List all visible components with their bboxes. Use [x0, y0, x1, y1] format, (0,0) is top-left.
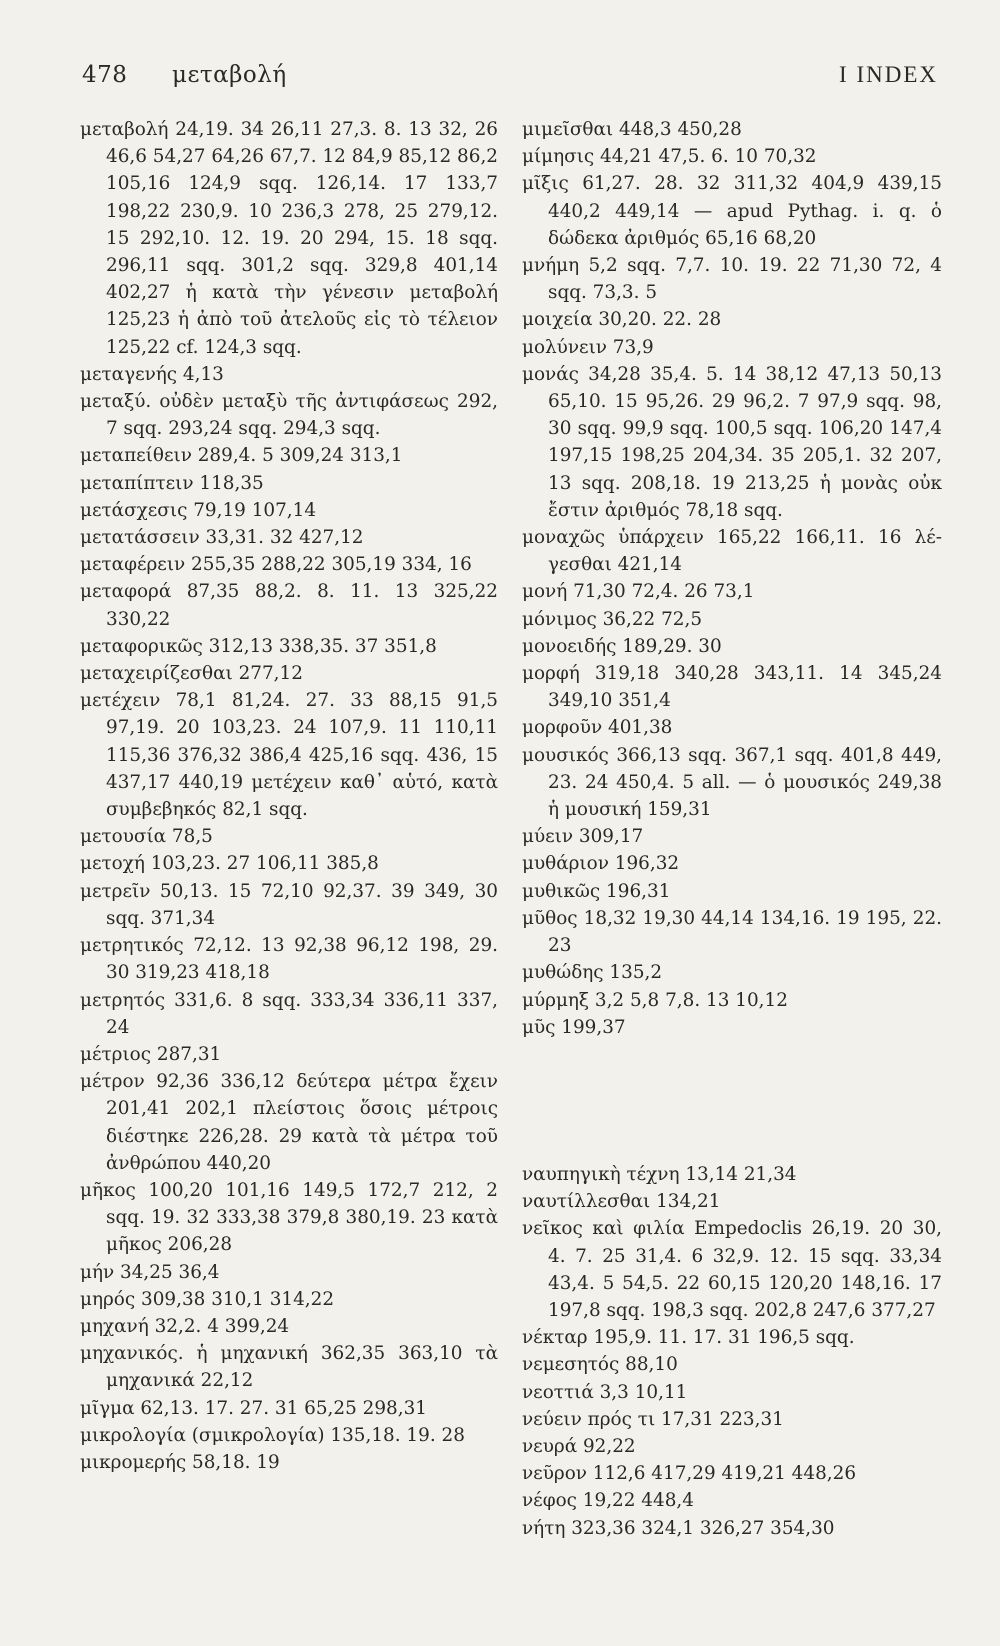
index-entry: μουσικός 366,13 sqq. 367,1 sqq. 401,8 449, 23. 24 450,4. 5 all. — ὁ μουσικός 249,38 ἡ μουσική 159,31: [522, 744, 942, 821]
index-entry: μορφοῦν 401,38: [522, 717, 673, 739]
index-entry: μυθάριον 196,32: [522, 853, 680, 875]
index-entry: μοναχῶς ὑπάρχειν 165,22 166,11. 16 λέγεσθαι 421,14: [522, 527, 942, 576]
index-entry: μικρολογία (σμικρολογία) 135,18. 19. 28: [80, 1424, 465, 1446]
index-entry: νεύειν πρός τι 17,31 223,31: [522, 1408, 784, 1430]
index-entry: μῦθος 18,32 19,30 44,14 134,16. 19 195, 22. 23: [522, 907, 942, 957]
index-entry: νέφος 19,22 448,4: [522, 1490, 694, 1512]
index-entry: νεῦρον 112,6 417,29 419,21 448,26: [522, 1463, 857, 1485]
index-entry: μολύνειν 73,9: [522, 336, 654, 358]
index-entry: ναυτίλλεσθαι 134,21: [522, 1191, 721, 1213]
index-entry: μορφή 319,18 340,28 343,11. 14 345,24 349,10 351,4: [522, 663, 942, 712]
right-column: [522, 116, 942, 1542]
index-entry: νεῖκος καὶ φιλία Empedoclis 26,19. 20 30, 4. 7. 25 31,4. 6 32,9. 12. 15 sqq. 33,34 43,4. 5 54,5. 22 60,15 120,20 148,16. 17 197,8 sqq. 198,3 sqq. 202,8 247,6 377,27: [522, 1218, 942, 1321]
index-entry: μεταπίπτειν 118,35: [80, 472, 264, 494]
page-number: 478: [82, 62, 128, 88]
index-entry: μῆκος 100,20 101,16 149,5 172,7 212, 2 sqq. 19. 32 333,38 379,8 380,19. 23 κατὰ μῆκος 206,28: [80, 1179, 498, 1256]
index-entry: μετάσχεσις 79,19 107,14: [80, 499, 317, 521]
index-entry: μῖξις 61,27. 28. 32 311,32 404,9 439,15 440,2 449,14 — apud Pythag. i. q. ὁ δώδεκα ἀριθμός 65,16 68,20: [522, 173, 942, 249]
index-entry: μονάς 34,28 35,4. 5. 14 38,12 47,13 50,13 65,10. 15 95,26. 29 96,2. 7 97,9 sqq. 98, 30 sqq. 99,9 sqq. 100,5 sqq. 106,20 147,4 197,15 198,25 204,34. 35 205,1. 32 207, 13 sqq. 208,18. 19 213,25 ἡ μονὰς οὐκ ἔστιν ἀριθμός 78,18 sqq.: [522, 363, 942, 521]
index-entry: μετατάσσειν 33,31. 32 427,12: [80, 527, 364, 549]
index-entry: μετοχή 103,23. 27 106,11 385,8: [80, 853, 379, 875]
running-headword: μεταβολή: [172, 62, 287, 88]
index-entry: μεταγενής 4,13: [80, 363, 224, 385]
right-column-top-block: [522, 116, 942, 1041]
index-entry: μηχανή 32,2. 4 399,24: [80, 1315, 290, 1337]
index-entry: νέκταρ 195,9. 11. 17. 31 196,5 sqq.: [522, 1327, 855, 1349]
index-entry: μονοειδής 189,29. 30: [522, 635, 722, 657]
section-title: I INDEX: [839, 62, 938, 87]
index-entry: νευρά 92,22: [522, 1435, 636, 1457]
index-entry: μεταφορικῶς 312,13 338,35. 37 351,8: [80, 635, 437, 657]
index-entry: μόνιμος 36,22 72,5: [522, 608, 703, 630]
index-entry: μεταχειρίζεσθαι 277,12: [80, 663, 303, 685]
index-entry: μύρμηξ 3,2 5,8 7,8. 13 10,12: [522, 989, 788, 1011]
index-entry: μικρομερής 58,18. 19: [80, 1451, 280, 1473]
index-entry: μεταφορά 87,35 88,2. 8. 11. 13 325,22 330,22: [80, 581, 498, 630]
index-entry: νεμεσητός 88,10: [522, 1354, 678, 1376]
index-entry: μέτριος 287,31: [80, 1043, 222, 1065]
index-entry: μέτρον 92,36 336,12 δεύτερα μέτρα ἔχειν 201,41 202,1 πλείστοις ὅσοις μέτροις διέστηκε 226,28. 29 κατὰ τὰ μέτρα τοῦ ἀνθρώπου 440,20: [80, 1071, 498, 1174]
index-entry: μύειν 309,17: [522, 826, 644, 848]
index-entry: μονή 71,30 72,4. 26 73,1: [522, 581, 755, 603]
index-entry: νεοττιά 3,3 10,11: [522, 1381, 688, 1403]
index-entry: μετουσία 78,5: [80, 826, 213, 848]
index-entry: μῖγμα 62,13. 17. 27. 31 65,25 298,31: [80, 1397, 427, 1419]
index-entry: μετέχειν 78,1 81,24. 27. 33 88,15 91,5 97,19. 20 103,23. 24 107,9. 11 110,11 115,36 376,32 386,4 425,16 sqq. 436, 15 437,17 440,19 μετέχειν καθ᾽ αὑτό, κατὰ συμβεβηκός 82,1 sqq.: [80, 690, 498, 821]
index-entry: μνήμη 5,2 sqq. 7,7. 10. 19. 22 71,30 72, 4 sqq. 73,3. 5: [522, 255, 942, 304]
right-column-bottom-block: [522, 1161, 942, 1542]
index-entry: μετρητικός 72,12. 13 92,38 96,12 198, 29. 30 319,23 418,18: [80, 935, 498, 984]
index-entry: μυθικῶς 196,31: [522, 880, 671, 902]
index-entry: μεταβολή 24,19. 34 26,11 27,3. 8. 13 32, 26 46,6 54,27 64,26 67,7. 12 84,9 85,12 86,2 105,16 124,9 sqq. 126,14. 17 133,7 198,22 230,9. 10 236,3 278, 25 279,12. 15 292,10. 12. 19. 20 294, 15. 18 sqq. 296,11 sqq. 301,2 sqq. 329,8 401,14 402,27 ἡ κατὰ τὴν γένεσιν μεταβολή 125,23 ἡ ἀπὸ τοῦ ἀτελοῦς εἰς τὸ τέλειον 125,22 cf. 124,3 sqq.: [80, 119, 498, 358]
section-gap: [522, 1041, 942, 1161]
index-entry: νήτη 323,36 324,1 326,27 354,30: [522, 1517, 835, 1539]
index-entry: μεταξύ. οὐδὲν μεταξὺ τῆς ἀντιφάσεως 292, 7 sqq. 293,24 sqq. 294,3 sqq.: [80, 391, 498, 440]
index-entry: μῦς 199,37: [522, 1016, 626, 1038]
index-entry: μηχανικός. ἡ μηχανική 362,35 363,10 τὰ μηχανικά 22,12: [80, 1343, 498, 1392]
left-column: [80, 116, 498, 1476]
index-entry: μεταπείθειν 289,4. 5 309,24 313,1: [80, 445, 403, 467]
index-entry: μιμεῖσθαι 448,3 450,28: [522, 119, 742, 140]
index-entry: μηρός 309,38 310,1 314,22: [80, 1288, 335, 1310]
index-entry: μήν 34,25 36,4: [80, 1261, 220, 1283]
index-entry: μίμησις 44,21 47,5. 6. 10 70,32: [522, 146, 817, 168]
index-entry: μετρητός 331,6. 8 sqq. 333,34 336,11 337, 24: [80, 989, 498, 1038]
index-entry: μοιχεία 30,20. 22. 28: [522, 309, 722, 331]
index-entry: μεταφέρειν 255,35 288,22 305,19 334, 16: [80, 554, 472, 576]
index-entry: ναυπηγικὴ τέχνη 13,14 21,34: [522, 1163, 797, 1185]
index-entry: μυθώδης 135,2: [522, 962, 663, 984]
index-entry: μετρεῖν 50,13. 15 72,10 92,37. 39 349, 30 sqq. 371,34: [80, 880, 498, 929]
